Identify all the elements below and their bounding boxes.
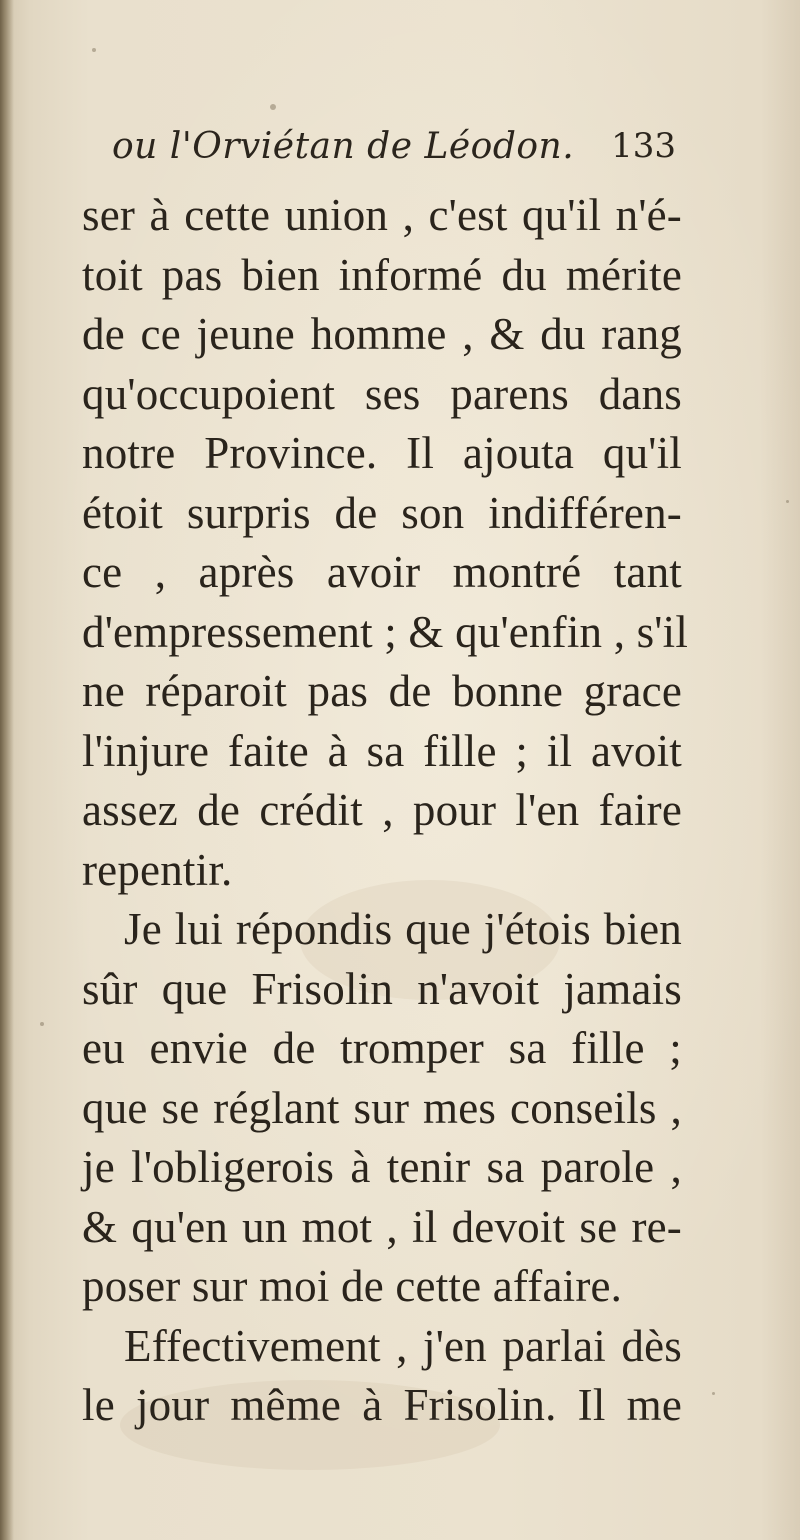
- paper-speck: [92, 48, 96, 52]
- paper-speck: [786, 500, 789, 503]
- text-line: Effectivement , j'en parlai dès: [124, 1320, 682, 1371]
- text-line: ce , après avoir montré tant: [82, 547, 682, 597]
- text-line: de ce jeune homme , & du rang: [82, 309, 682, 359]
- text-line: repentir.: [82, 844, 233, 895]
- paper-speck: [270, 104, 276, 110]
- text-line: ser à cette union , c'est qu'il n'é-: [82, 190, 682, 240]
- text-line: toit pas bien informé du mérite: [82, 249, 682, 300]
- running-title: ou l'Orviétan de Léodon.: [112, 126, 575, 167]
- paper-speck: [40, 1022, 44, 1026]
- text-line: qu'occupoient ses parens dans: [82, 368, 682, 419]
- paper-speck: [712, 1392, 715, 1395]
- text-line: ne réparoit pas de bonne grace: [82, 666, 682, 716]
- text-line: poser sur moi de cette affaire.: [82, 1261, 623, 1311]
- text-line: d'empressement ; & qu'enfin , s'il: [82, 606, 689, 657]
- text-line: je l'obligerois à tenir sa parole ,: [82, 1142, 682, 1192]
- text-line: Je lui répondis que j'étois bien: [124, 904, 682, 954]
- text-line: sûr que Frisolin n'avoit jamais: [82, 963, 682, 1014]
- page-number: 133: [611, 126, 676, 166]
- text-line: l'injure faite à sa fille ; il avoit: [82, 725, 682, 776]
- text-line: le jour même à Frisolin. Il me: [82, 1380, 682, 1430]
- text-line: étoit surpris de son indifféren-: [82, 487, 682, 538]
- text-line: notre Province. Il ajouta qu'il: [82, 428, 682, 478]
- body-text: [82, 186, 689, 1436]
- page-spine-shadow: [0, 0, 14, 1540]
- text-line: eu envie de tromper sa fille ;: [82, 1023, 682, 1073]
- text-line: que se réglant sur mes conseils ,: [82, 1082, 682, 1133]
- page-header: [112, 122, 676, 178]
- text-line: & qu'en un mot , il devoit se re-: [82, 1201, 682, 1252]
- text-line: assez de crédit , pour l'en faire: [82, 785, 682, 835]
